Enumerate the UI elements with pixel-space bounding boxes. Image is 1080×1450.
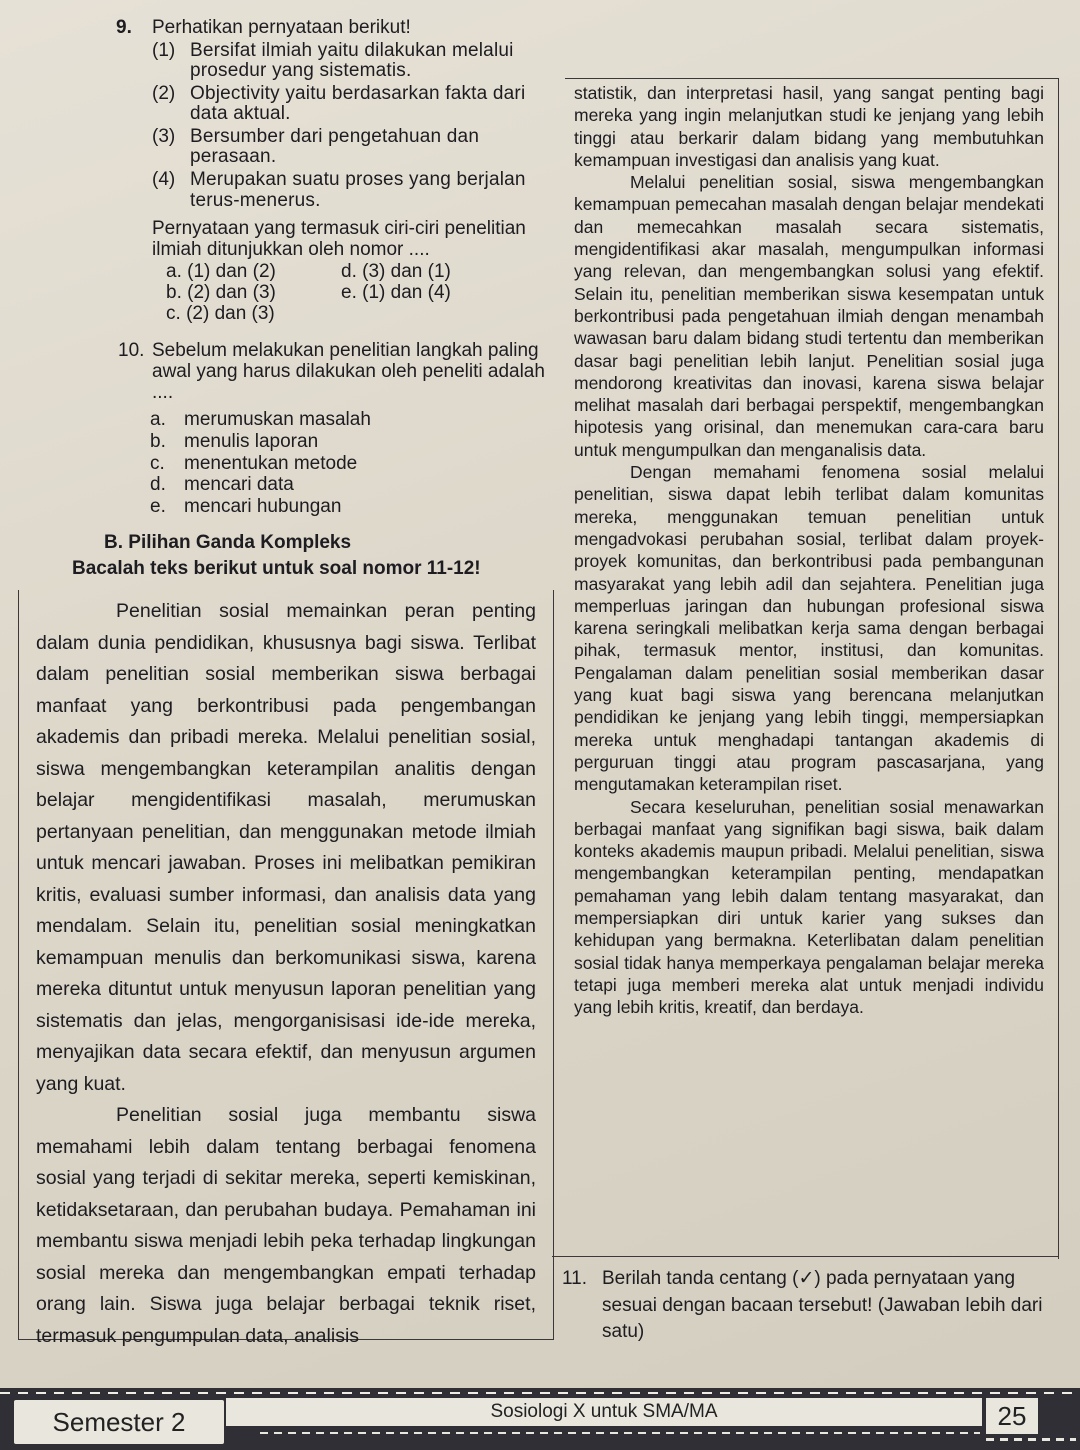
- option-label: e.: [150, 496, 166, 518]
- option-label: e.: [341, 281, 357, 303]
- question-text: Pernyataan yang termasuk ciri-ciri penelitian ilmiah ditunjukkan oleh nomor ....: [152, 218, 526, 260]
- question-11: [562, 1266, 1050, 1346]
- option-text: (2) dan (3): [187, 281, 276, 303]
- option-text: (3) dan (1): [362, 261, 451, 283]
- option-c[interactable]: [166, 304, 341, 325]
- footer-dashed-line: [986, 1438, 1076, 1441]
- option-label: a.: [166, 261, 182, 283]
- option-b[interactable]: [150, 431, 550, 453]
- question-number: 11.: [562, 1268, 588, 1289]
- option-text: mencari hubungan: [184, 496, 342, 518]
- option-d[interactable]: [341, 262, 541, 283]
- question-prompt: Perhatikan pernyataan berikut!: [152, 17, 411, 38]
- question-9: [20, 18, 550, 39]
- question-number: 10.: [118, 339, 145, 361]
- statement-text: Bersumber dari pengetahuan dan perasaan.: [190, 125, 480, 168]
- option-label: b.: [150, 431, 166, 453]
- book-title: Sosiologi X untuk SMA/MA: [226, 1398, 982, 1426]
- reading-paragraph: Penelitian sosial memainkan peran penting dalam dunia pendidikan, khususnya bagi siswa. Terlibat dalam penelitian sosial memberikan siswa berbagai manfaat yang berkontribusi pada pengembangan akademis dan pribadi mereka. Melalui penelitian sosial, siswa mengembangkan keterampilan analitis dengan belajar mengidentifikasi masalah, merumuskan pertanyaan penelitian, dan menggunakan metode ilmiah untuk mencari jawaban. Proses ini melibatkan pemikiran kritis, evaluasi sumber informasi, dan analisis data yang mendalam. Selain itu, penelitian sosial meningkatkan kemampuan menulis dan berkomunikasi siswa, karena mereka dituntut untuk menyusun laporan penelitian yang sistematis dan jelas, mengorganisisasi ide-ide mereka, menyajikan data secara efektif, dan menyusun argumen yang kuat.: [36, 600, 536, 1095]
- question-number: 9.: [116, 17, 132, 38]
- question-prompt: Sebelum melakukan penelitian langkah paling awal yang harus dilakukan oleh peneliti adalah: [152, 339, 545, 382]
- option-text: merumuskan masalah: [184, 409, 371, 431]
- section-heading: B. Pilihan Ganda Kompleks: [104, 531, 352, 553]
- option-d[interactable]: [150, 474, 550, 496]
- question-10: [20, 341, 550, 404]
- option-b[interactable]: [166, 283, 341, 304]
- statement-1: [138, 41, 550, 82]
- statement-3: [138, 127, 550, 168]
- option-label: d.: [341, 261, 357, 283]
- option-text: menentukan metode: [184, 452, 358, 474]
- footer-dashed-line: [260, 1432, 980, 1434]
- option-c[interactable]: [150, 453, 550, 475]
- footer-dashed-line: [0, 1392, 1080, 1394]
- statement-number: (2): [152, 82, 176, 104]
- statement-text: Merupakan suatu proses yang berjalan terus-menerus.: [190, 168, 526, 211]
- reading-text-right: [574, 82, 1044, 1018]
- option-label: c.: [150, 452, 165, 474]
- statement-text: Objectivity yaitu berdasarkan fakta dari data aktual.: [190, 82, 526, 125]
- option-label: d.: [150, 474, 166, 496]
- statement-number: (4): [152, 168, 176, 190]
- reading-paragraph: Penelitian sosial juga membantu siswa memahami lebih dalam tentang berbagai fenomena sosial yang terjadi di sekitar mereka, seperti kemiskinan, ketidaksetaraan, dan perubahan budaya. Pemahaman ini membantu siswa menjadi lebih peka terhadap lingkungan sosial mereka dan mengembangkan empati terhadap orang lain. Siswa juga belajar berbagai teknik riset, termasuk pengumpulan data, analisis: [36, 1104, 536, 1347]
- option-label: a.: [150, 409, 166, 431]
- option-text: (2) dan (3): [186, 302, 275, 324]
- answer-options: [138, 262, 550, 325]
- reading-paragraph: Dengan memahami fenomena sosial melalui penelitian, siswa dapat lebih terlibat dalam komunitas mereka, menggunakan temuan penelitian untuk mengadvokasi perubahan sosial, terlibat dalam proyek-proyek komunitas, dan berkontribusi pada pembangunan masyarakat yang lebih adil dan sejahtera. Penelitian juga memperluas jaringan dan hubungan profesional siswa karena seringkali melibatkan kerja sama dengan berbagai pihak, termasuk mentor, institusi, dan komunitas. Pengalaman dalam penelitian sosial memberikan dasar yang kuat bagi siswa yang berencana melanjutkan pendidikan ke jenjang yang lebih tinggi, mempersiapkan mereka untuk menghadapi tantangan akademis di perguruan tinggi atau program pascasarjana, yang mengutamakan keterampilan riset.: [574, 462, 1044, 795]
- semester-label: Semester 2: [14, 1400, 224, 1444]
- question-prompt: Berilah tanda centang (✓) pada pernyataan yang sesuai dengan bacaan tersebut! (Jawaban lebih dari satu): [602, 1268, 1043, 1343]
- statement-2: [138, 84, 550, 125]
- option-text: (1) dan (4): [362, 281, 451, 303]
- reading-instruction: Bacalah teks berikut untuk soal nomor 11-12!: [72, 557, 481, 579]
- option-label: c.: [166, 302, 181, 324]
- option-a[interactable]: [166, 262, 341, 283]
- reading-paragraph: statistik, dan interpretasi hasil, yang sangat penting bagi mereka yang ingin melanjutkan studi ke jenjang yang lebih tinggi atau berkarir dalam bidang yang membutuhkan kemampuan investigasi dan analisis yang kuat.: [574, 83, 1044, 170]
- reading-box-bottom-border: [552, 1256, 1058, 1257]
- reading-text-left: [36, 596, 536, 1352]
- page-number: 25: [986, 1398, 1038, 1434]
- statement-number: (3): [152, 125, 176, 147]
- blank-dots: ....: [152, 381, 174, 403]
- answer-options: [150, 409, 550, 517]
- option-e[interactable]: [341, 283, 541, 304]
- option-label: b.: [166, 281, 182, 303]
- statement-text: Bersifat ilmiah yaitu dilakukan melalui prosedur yang sistematis.: [190, 39, 514, 82]
- option-e[interactable]: [150, 496, 550, 518]
- reading-paragraph: Secara keseluruhan, penelitian sosial menawarkan berbagai manfaat yang signifikan bagi siswa, baik dalam konteks akademis maupun pribadi. Melalui penelitian, siswa mengembangkan keterampilan penting, mendapatkan pemahaman yang lebih dalam tentang masyarakat, dan mempersiapkan diri untuk karier yang sukses dan kehidupan yang bermakna. Keterlibatan dalam penelitian sosial tidak hanya memperkaya pengalaman belajar mereka tetapi juga memberi mereka alat untuk menjadi individu yang lebih kritis, kreatif, dan berdaya.: [574, 796, 1044, 1018]
- option-a[interactable]: [150, 409, 550, 431]
- option-text: (1) dan (2): [187, 261, 276, 283]
- statement-4: [138, 170, 550, 211]
- statement-number: (1): [152, 39, 176, 61]
- reading-paragraph: Melalui penelitian sosial, siswa mengembangkan kemampuan pemecahan masalah dengan belajar mendekati dan memecahkan masalah secara sistematis, mengidentifikasi akar masalah, mengumpulkan informasi yang relevan, dan mengembangkan solusi yang efektif. Selain itu, penelitian memberikan siswa kesempatan untuk berkontribusi pada pengetahuan ilmiah dengan menambah wawasan baru dalam bidang studi tertentu dan memberikan dasar bagi penelitian lebih lanjut. Penelitian sosial juga mendorong kreativitas dan inovasi, karena siswa belajar melihat masalah dari berbagai perspektif, mengembangkan hipotesis yang orisinal, dan menemukan cara-cara baru untuk mengumpulkan dan menganalisis data.: [574, 172, 1044, 460]
- questions-column: [20, 18, 550, 580]
- option-text: mencari data: [184, 474, 294, 496]
- option-text: menulis laporan: [184, 431, 319, 453]
